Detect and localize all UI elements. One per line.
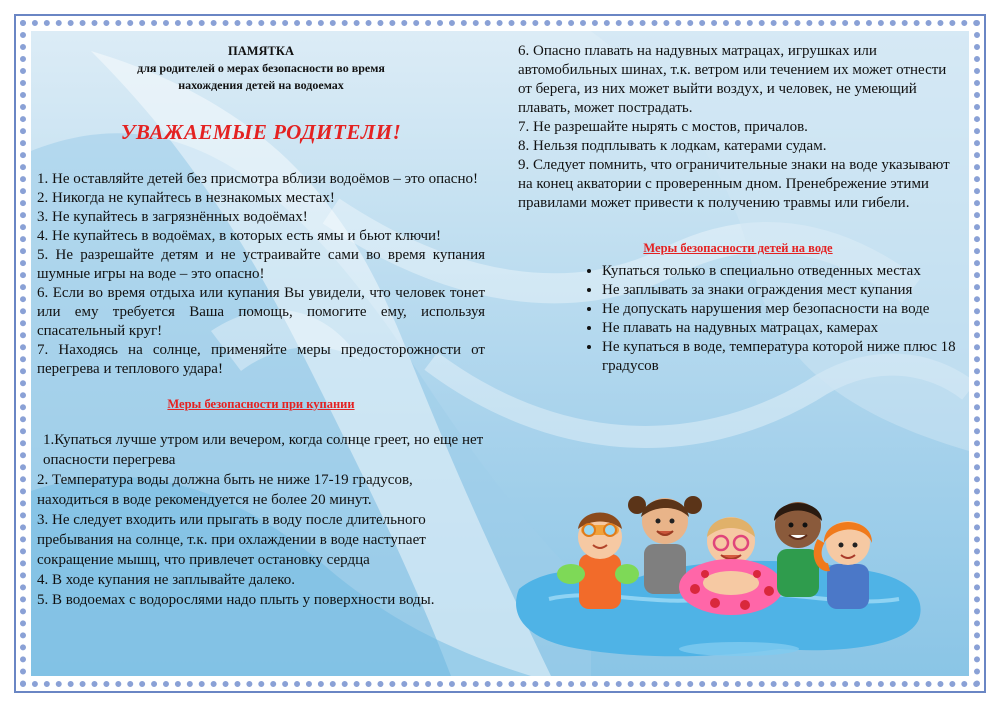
- right-rule: 6. Опасно плавать на надувных матрацах, игрушках или автомобильных шинах, т.к. ветром или течением их может отнести от берега, из них может выйти воздух, и человек, не умеющий плавать, может пострадать.: [518, 43, 947, 116]
- parent-rule: 7. Находясь на солнце, применяйте меры предосторожности от перегрева и теплового удара!: [37, 342, 485, 377]
- right-rule: 9. Следует помнить, что ограничительные знаки на воде указывают на конец акватории с проверенным дном. Пренебрежение этими правилами может привести к получению травмы или гибели.: [518, 157, 950, 211]
- children-swimming-illustration: [509, 459, 929, 664]
- memo-subtitle-line-1: для родителей о мерах безопасности во время: [137, 61, 385, 75]
- right-column: [518, 42, 958, 376]
- water-safety-item: • Не плавать на надувных матрацах, камерах: [602, 319, 958, 338]
- bathing-rule: 2. Температура воды должна быть не ниже 17-19 градусов, находиться в воде рекомендуется не более 20 минут.: [37, 472, 413, 508]
- bathing-rule: 5. В водоемах с водорослями надо плыть у поверхности воды.: [37, 592, 435, 608]
- parent-rule: 2. Никогда не купайтесь в незнакомых местах!: [37, 190, 335, 206]
- water-safety-heading: Меры безопасности детей на воде: [643, 241, 833, 255]
- parent-rule: 4. Не купайтесь в водоёмах, в которых есть ямы и бьют ключи!: [37, 228, 442, 244]
- right-rule: 8. Нельзя подплывать к лодкам, катерами судам.: [518, 138, 827, 154]
- right-rule: 7. Не разрешайте нырять с мостов, причалов.: [518, 119, 808, 135]
- greeting-heading: УВАЖАЕМЫЕ РОДИТЕЛИ!: [120, 120, 402, 144]
- parent-rule: 5. Не разрешайте детям и не устраивайте сами во время купания шумные игры на воде – это опасно!: [37, 247, 485, 282]
- parent-rule: 1. Не оставляйте детей без присмотра вблизи водоёмов – это опасно!: [37, 171, 478, 187]
- parent-rule: 3. Не купайтесь в загрязнённых водоёмах!: [37, 209, 308, 225]
- left-column: [37, 43, 485, 610]
- bathing-safety-list: [37, 430, 485, 610]
- parent-rules-list: [37, 170, 485, 379]
- water-safety-item: • Не купаться в воде, температура которой ниже плюс 18 градусов: [602, 338, 958, 376]
- memo-subtitle-line-2: нахождения детей на водоемах: [178, 78, 344, 92]
- water-safety-list: [518, 262, 958, 376]
- parent-rule: 6. Если во время отдыха или купания Вы увидели, что человек тонет или ему требуется Ваша помощь, помогите ему, используя спасательный круг!: [37, 285, 485, 339]
- water-safety-item: • Купаться только в специально отведенных местах: [602, 262, 958, 281]
- memo-sheet: [31, 31, 969, 676]
- bathing-safety-heading: Меры безопасности при купании: [167, 397, 355, 411]
- bathing-rule: 4. В ходе купания не заплывайте далеко.: [37, 572, 296, 588]
- water-safety-item: • Не допускать нарушения мер безопасности на воде: [602, 300, 958, 319]
- bathing-rule: 3. Не следует входить или прыгать в воду после длительного пребывания на солнце, т.к. при охлаждении в воде наступает сокращение мышц, что привлечет остановку сердца: [37, 512, 426, 568]
- bathing-rule: 1.Купаться лучше утром или вечером, когда солнце греет, но еще нет опасности перегрева: [43, 432, 484, 468]
- water-safety-item: • Не заплывать за знаки ограждения мест купания: [602, 281, 958, 300]
- memo-title: ПАМЯТКА: [227, 44, 294, 58]
